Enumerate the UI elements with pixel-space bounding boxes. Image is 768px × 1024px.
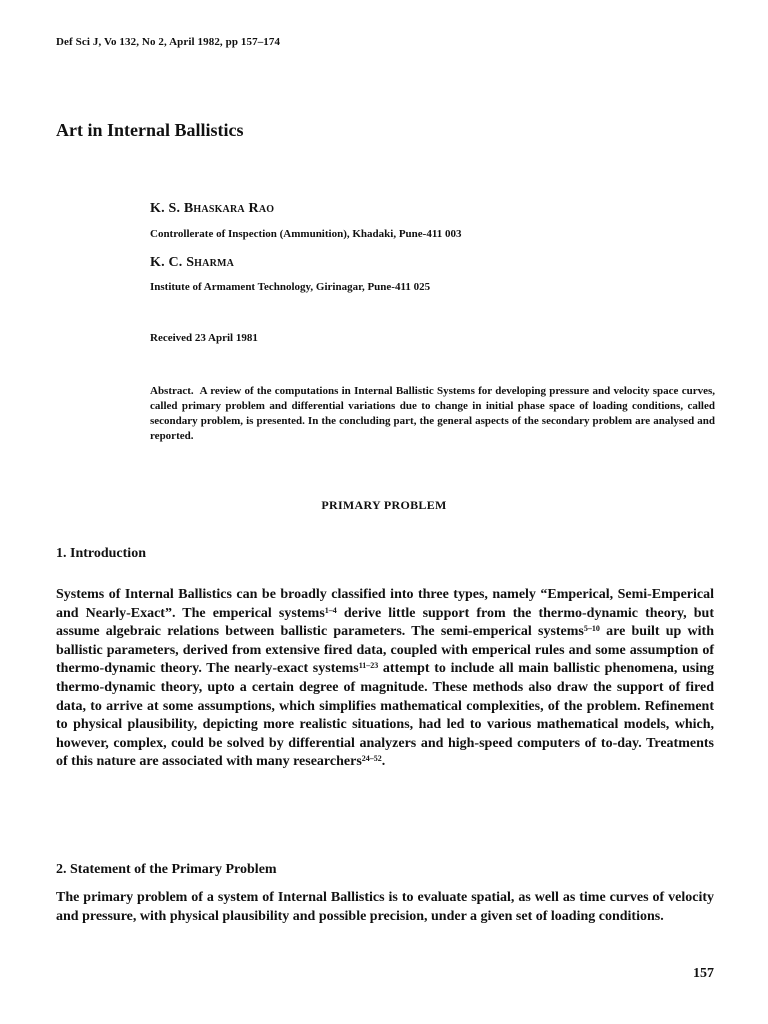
body-text: are built up with ballistic parameters, derived from extensive fired data, coupled with emperical rules and some assumption of thermo-dynamic theory. The nearly-exact systems [56, 624, 714, 677]
body-text: attempt to include all main ballistic phenomena, using thermo-dynamic theory, upto a certain degree of magnitude. These methods also draw the support of fired data, to arrive at some assumptions, which simplifies mathematical complexities, of the problem. Refinement to physical plausibility, depicting more realistic situations, had led to various mathematical models, which, however, complex, could be solved by differential analyzers and high-speed computers of to-day. Treatments of this nature are associated with many researchers [56, 661, 714, 770]
author-affiliation: Controllerate of Inspection (Ammunition), Khadaki, Pune-411 003 [150, 228, 462, 240]
received-date: Received 23 April 1981 [150, 332, 258, 344]
section-title: PRIMARY PROBLEM [321, 498, 447, 512]
body-text: Systems of Internal Ballistics can be broadly classified into three types, namely “Emperical, Semi-Emperical and Nearly-Exact”. The emperical systems [56, 587, 714, 621]
citation-superscript: 11–23 [358, 661, 379, 671]
citation-superscript: 5–10 [583, 624, 600, 634]
body-text: . [381, 754, 386, 770]
section-heading: 2. Statement of the Primary Problem [56, 862, 277, 877]
journal-reference: Def Sci J, Vo 132, No 2, April 1982, pp 157–174 [56, 36, 281, 48]
abstract [150, 384, 715, 444]
citation-superscript: 24–52 [361, 754, 382, 764]
abstract-text: A review of the computations in Internal Ballistic Systems for developing pressure and velocity space curves, called primary problem and differential variations due to change in initial phase space of loading conditions, called secondary problem, is presented. In the concluding part, the general aspects of the secondary problem are analysed and reported. [150, 385, 715, 442]
citation-superscript: 1–4 [324, 605, 337, 615]
section-body: The primary problem of a system of Internal Ballistics is to evaluate spatial, as well as time curves of velocity and pressure, with physical plausibility and possible precision, under a given set of loading conditions. [56, 890, 714, 924]
author-name: K. C. Sharma [150, 255, 235, 270]
author-name: K. S. Bhaskara Rao [150, 201, 275, 216]
author-affiliation: Institute of Armament Technology, Girinagar, Pune-411 025 [150, 281, 431, 293]
section-body [56, 586, 714, 772]
abstract-label: Abstract. [150, 385, 194, 397]
paper-title: Art in Internal Ballistics [56, 120, 244, 140]
section-heading: 1. Introduction [56, 546, 146, 561]
body-text: derive little support from the thermo-dynamic theory, but assume algebraic relations between ballistic parameters. The semi-emperical systems [56, 605, 714, 640]
page-number: 157 [693, 966, 714, 981]
